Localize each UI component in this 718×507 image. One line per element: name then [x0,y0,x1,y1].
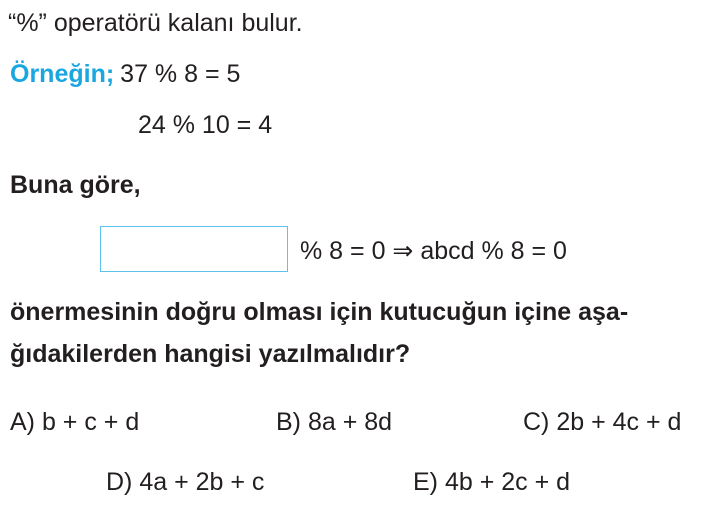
option-a[interactable]: A) b + c + d [10,408,140,436]
example-equation-1: 37 % 8 = 5 [120,60,241,88]
intro-text: “%” operatörü kalanı bulur. [8,9,303,37]
example-equation-2: 24 % 10 = 4 [138,111,273,139]
question-line-2: ğıdakilerden hangisi yazılmalıdır? [10,340,411,368]
condition-text: % 8 = 0 ⇒ abcd % 8 = 0 [300,237,567,265]
example-line-1 [10,59,240,89]
question-line-1: önermesinin doğru olması için kutucuğun içine aşa- [10,298,629,326]
option-d[interactable]: D) 4a + 2b + c [106,468,265,496]
option-e[interactable]: E) 4b + 2c + d [413,468,571,496]
lead-text: Buna göre, [10,171,141,199]
example-label: Örneğin; [10,60,115,88]
answer-box [100,226,288,272]
option-b[interactable]: B) 8a + 8d [276,408,393,436]
option-c[interactable]: C) 2b + 4c + d [523,408,682,436]
